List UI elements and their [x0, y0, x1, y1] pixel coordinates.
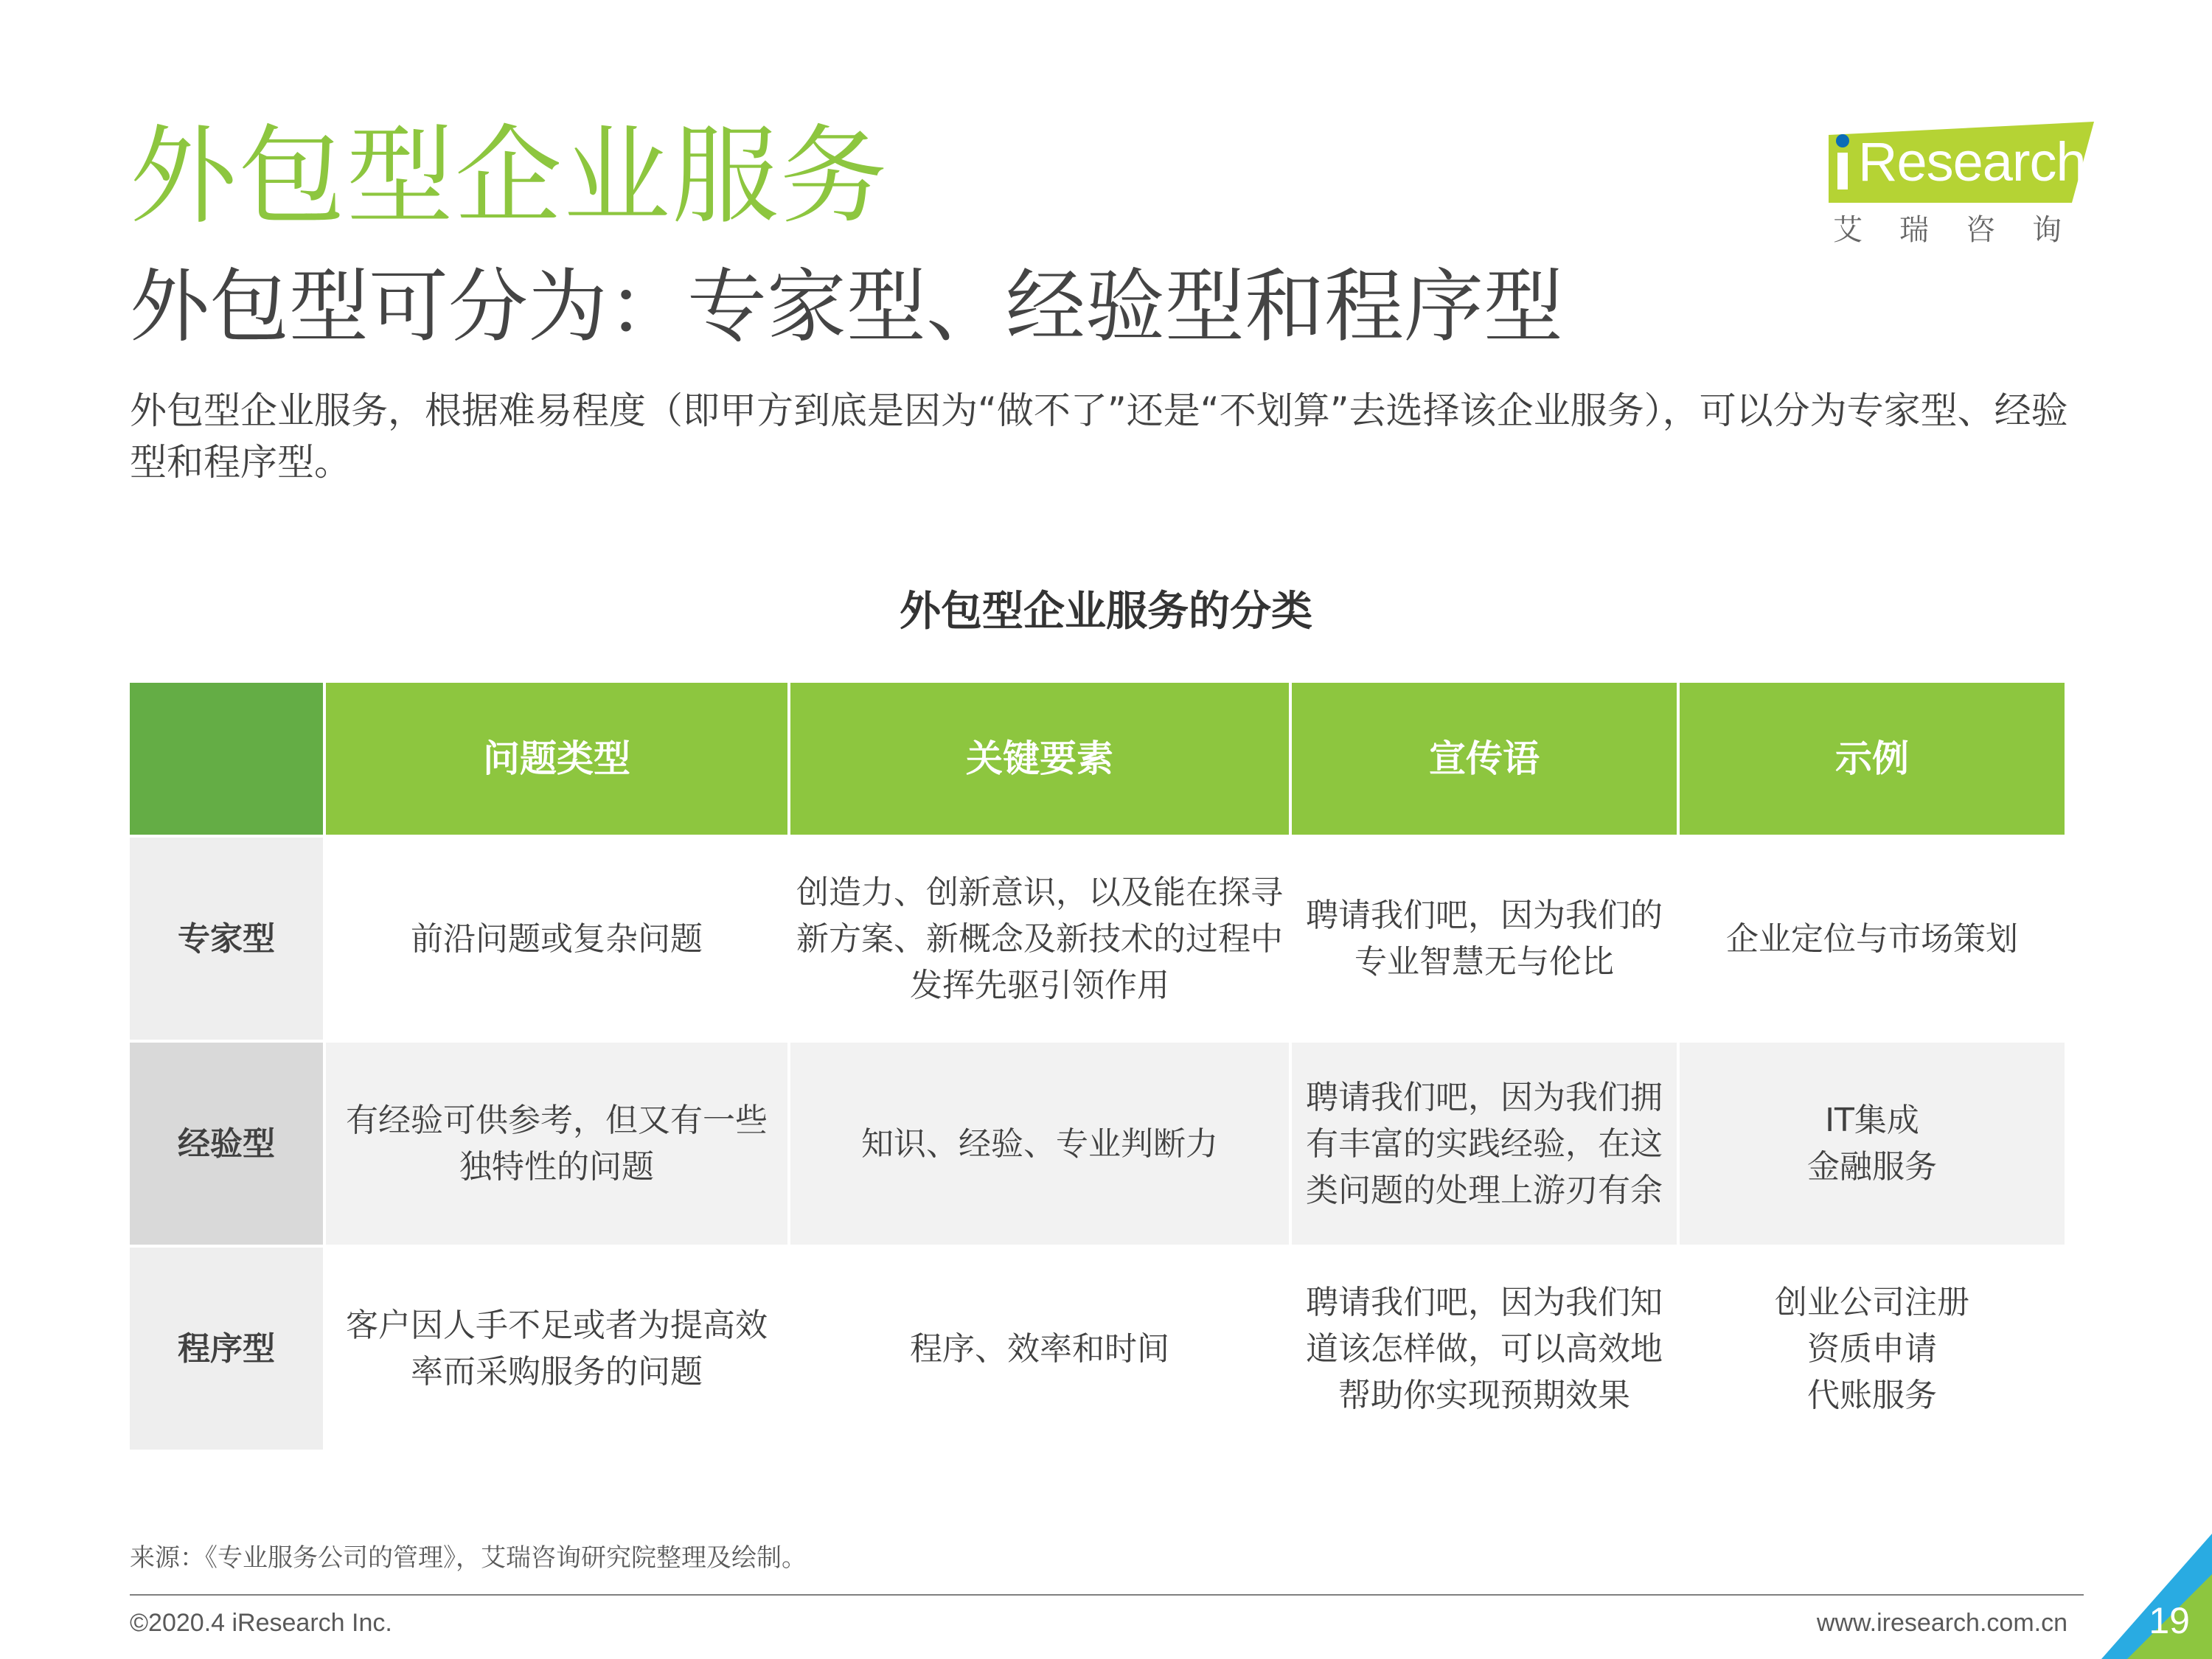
website-link[interactable]: www.iresearch.com.cn: [1816, 1609, 2067, 1637]
cell-line: 发挥先驱引领作用: [910, 966, 1169, 1004]
column-header: 宣传语: [1292, 683, 1677, 835]
cell-line: 类问题的处理上游刃有余: [1306, 1171, 1663, 1209]
table-cell: [326, 1043, 787, 1245]
cell-line: 帮助你实现预期效果: [1338, 1376, 1630, 1414]
page-title: 外包型企业服务: [130, 114, 888, 239]
logo-subtitle: 艾瑞咨询: [1833, 213, 2098, 247]
footer-divider: [130, 1594, 2084, 1596]
page-subtitle: 外包型可分为：专家型、经验型和程序型: [130, 261, 1564, 353]
table-header-corner: [130, 683, 323, 835]
cell-line: 有经验可供参考，但又有一些: [346, 1102, 768, 1139]
source-note: 来源：《专业服务公司的管理》，艾瑞咨询研究院整理及绘制。: [130, 1543, 807, 1573]
table-cell: [1292, 838, 1677, 1040]
cell-line: 新方案、新概念及新技术的过程中: [796, 919, 1283, 958]
cell-line: 企业定位与市场策划: [1726, 919, 2018, 958]
logo-i-stem: [1837, 153, 1848, 189]
logo-text: Research: [1858, 131, 2086, 192]
cell-line: 程序、效率和时间: [910, 1329, 1169, 1368]
cell-line: 金融服务: [1807, 1148, 1937, 1186]
column-header: 问题类型: [326, 683, 787, 835]
column-header: 关键要素: [790, 683, 1289, 835]
corner-decoration: [2072, 1504, 2212, 1659]
cell-line: IT集成: [1825, 1102, 1919, 1139]
cell-line: 道该怎样做，可以高效地: [1306, 1329, 1663, 1368]
table-cell: [790, 838, 1289, 1040]
column-header: 示例: [1680, 683, 2065, 835]
cell-line: 创造力、创新意识，以及能在探寻: [796, 873, 1283, 911]
table-cell: [1680, 1248, 2065, 1450]
cell-line: 资质申请: [1807, 1329, 1937, 1368]
cell-line: 聘请我们吧，因为我们的: [1306, 897, 1663, 934]
cell-line: 前沿问题或复杂问题: [411, 919, 703, 958]
cell-line: 率而采购服务的问题: [411, 1353, 703, 1391]
table-cell: [1292, 1043, 1677, 1245]
cell-line: 客户因人手不足或者为提高效: [346, 1307, 768, 1344]
table-cell: [1680, 838, 2065, 1040]
cell-line: 聘请我们吧，因为我们拥: [1306, 1078, 1663, 1116]
table-cell: [326, 838, 787, 1040]
intro-paragraph: 外包型企业服务，根据难易程度（即甲方到底是因为“做不了”还是“不划算”去选择该企业服务），可以分为专家型、经验型和程序型。: [130, 389, 2068, 484]
page-number: 19: [2149, 1600, 2190, 1641]
table-cell: [1680, 1043, 2065, 1245]
row-header-experience: 经验型: [130, 1043, 323, 1245]
table-cell: [326, 1248, 787, 1450]
table-cell: [790, 1043, 1289, 1245]
cell-line: 专业智慧无与伦比: [1354, 943, 1614, 981]
cell-line: 聘请我们吧，因为我们知: [1306, 1283, 1663, 1321]
cell-line: 有丰富的实践经验，在这: [1306, 1124, 1663, 1163]
copyright-text: ©2020.4 iResearch Inc.: [130, 1609, 392, 1637]
cell-line: 独特性的问题: [459, 1148, 654, 1186]
cell-line: 代账服务: [1807, 1376, 1937, 1414]
row-header-expert: 专家型: [130, 838, 323, 1040]
logo-dot-icon: [1836, 134, 1849, 147]
table-cell: [1292, 1248, 1677, 1450]
table-title: 外包型企业服务的分类: [900, 588, 1312, 636]
cell-line: 创业公司注册: [1775, 1283, 1969, 1321]
table-cell: [790, 1248, 1289, 1450]
row-header-procedural: 程序型: [130, 1248, 323, 1450]
cell-line: 知识、经验、专业判断力: [861, 1124, 1218, 1163]
iresearch-logo: [1821, 114, 2101, 254]
